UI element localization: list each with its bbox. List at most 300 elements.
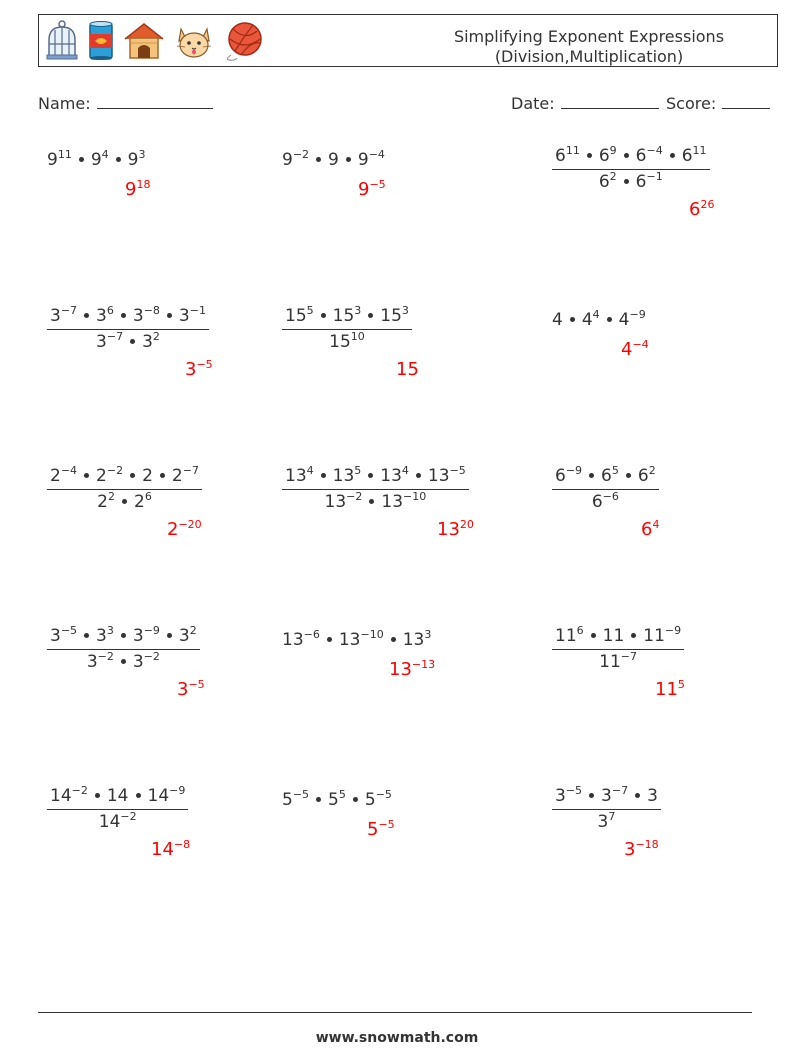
numerator bbox=[552, 466, 659, 490]
base: 2 bbox=[50, 466, 61, 486]
denominator bbox=[592, 490, 619, 512]
multiply-dot bbox=[353, 797, 358, 802]
power-term bbox=[599, 146, 617, 166]
base: 2 bbox=[133, 492, 145, 512]
denominator bbox=[599, 650, 637, 672]
title-line-2: (Division,Multiplication) bbox=[494, 47, 684, 66]
power-term bbox=[151, 839, 190, 860]
base: 6 bbox=[601, 466, 612, 486]
power-term bbox=[358, 179, 386, 200]
answer-14 bbox=[367, 820, 395, 840]
answer-5 bbox=[396, 360, 419, 380]
power-term bbox=[134, 492, 152, 512]
exponent: −5 bbox=[292, 788, 310, 801]
base: 6 bbox=[635, 172, 647, 192]
base: 14 bbox=[106, 786, 129, 806]
numerator bbox=[282, 306, 412, 330]
power-term bbox=[329, 332, 365, 352]
base: 3 bbox=[132, 306, 144, 326]
power-term bbox=[50, 786, 88, 806]
base: 2 bbox=[142, 466, 153, 486]
multiply-dot bbox=[631, 633, 636, 638]
base: 9 bbox=[127, 150, 139, 170]
denominator bbox=[99, 810, 137, 832]
power-term bbox=[179, 626, 197, 646]
exponent: −20 bbox=[178, 518, 202, 531]
power-term bbox=[333, 466, 362, 486]
exponent: −2 bbox=[97, 650, 114, 663]
power-term bbox=[601, 786, 628, 806]
power-term bbox=[358, 150, 385, 170]
base: 3 bbox=[132, 652, 144, 672]
tin-can-icon bbox=[87, 20, 115, 62]
base: 13 bbox=[324, 492, 347, 512]
multiply-dot bbox=[591, 633, 596, 638]
exponent: 11 bbox=[692, 144, 707, 157]
problem-11 bbox=[282, 630, 431, 650]
base: 4 bbox=[581, 310, 593, 330]
answer-1 bbox=[125, 180, 150, 200]
power-term bbox=[599, 172, 617, 192]
power-term bbox=[50, 626, 77, 646]
power-term bbox=[599, 652, 637, 672]
power-term bbox=[50, 466, 77, 486]
base: 3 bbox=[142, 332, 153, 352]
multiply-dot bbox=[624, 153, 629, 158]
multiply-dot bbox=[369, 499, 374, 504]
exponent: −13 bbox=[411, 658, 436, 671]
power-term bbox=[380, 466, 409, 486]
base: 3 bbox=[178, 626, 190, 646]
multiply-dot bbox=[121, 313, 126, 318]
multiply-dot bbox=[95, 793, 100, 798]
numerator bbox=[47, 626, 200, 650]
power-term bbox=[428, 466, 466, 486]
multiply-dot bbox=[130, 339, 135, 344]
score-field[interactable] bbox=[666, 93, 770, 113]
base: 6 bbox=[681, 146, 693, 166]
exponent: 4 bbox=[306, 464, 314, 477]
cat-icon bbox=[173, 21, 215, 61]
exponent: −2 bbox=[120, 810, 137, 823]
power-term bbox=[167, 519, 202, 540]
power-term bbox=[638, 466, 656, 486]
multiply-dot bbox=[368, 473, 373, 478]
power-term bbox=[142, 466, 153, 486]
multiply-dot bbox=[121, 659, 126, 664]
exponent: −5 bbox=[565, 784, 583, 797]
answer-7 bbox=[167, 520, 202, 540]
power-term bbox=[96, 466, 123, 486]
power-term bbox=[179, 306, 206, 326]
answer-9 bbox=[641, 520, 659, 540]
power-term bbox=[50, 306, 77, 326]
exponent: 18 bbox=[136, 178, 151, 191]
exponent: −10 bbox=[403, 490, 427, 503]
exponent: 10 bbox=[350, 330, 365, 343]
power-term bbox=[601, 466, 619, 486]
base: 9 bbox=[358, 179, 370, 200]
numerator bbox=[282, 466, 469, 490]
exponent: 5 bbox=[354, 464, 362, 477]
exponent: −1 bbox=[646, 170, 663, 183]
multiply-dot bbox=[84, 313, 89, 318]
power-term bbox=[365, 790, 392, 810]
multiply-dot bbox=[589, 473, 594, 478]
multiply-dot bbox=[570, 317, 575, 322]
base: 5 bbox=[282, 790, 293, 810]
exponent: −9 bbox=[664, 624, 682, 637]
multiply-dot bbox=[84, 633, 89, 638]
multiply-dot bbox=[316, 797, 321, 802]
exponent: 5 bbox=[611, 464, 619, 477]
multiply-dot bbox=[79, 157, 84, 162]
base: 13 bbox=[427, 466, 450, 486]
power-term bbox=[380, 306, 409, 326]
birdcage-icon bbox=[45, 20, 79, 62]
multiply-dot bbox=[391, 637, 396, 642]
base: 15 bbox=[396, 359, 419, 380]
multiply-dot bbox=[624, 179, 629, 184]
power-term bbox=[133, 652, 160, 672]
exponent: 9 bbox=[609, 144, 617, 157]
base: 9 bbox=[47, 150, 58, 170]
power-term bbox=[641, 519, 659, 540]
base: 2 bbox=[171, 466, 183, 486]
base: 6 bbox=[641, 519, 653, 540]
exponent: −7 bbox=[182, 464, 199, 477]
exponent: 3 bbox=[138, 148, 146, 161]
exponent: −7 bbox=[106, 330, 124, 343]
name-field[interactable] bbox=[38, 93, 213, 113]
score-blank[interactable] bbox=[722, 93, 770, 109]
worksheet-header bbox=[38, 14, 778, 67]
denominator bbox=[598, 810, 616, 832]
base: 3 bbox=[96, 626, 107, 646]
numerator bbox=[47, 306, 209, 330]
problem-1 bbox=[47, 150, 145, 170]
problem-14 bbox=[282, 790, 392, 810]
base: 3 bbox=[132, 626, 144, 646]
power-term bbox=[598, 812, 616, 832]
power-term bbox=[647, 786, 658, 806]
exponent: 6 bbox=[106, 304, 114, 317]
exponent: −7 bbox=[60, 304, 78, 317]
exponent: −6 bbox=[303, 628, 320, 641]
power-term bbox=[285, 466, 314, 486]
base: 6 bbox=[635, 146, 647, 166]
power-term bbox=[282, 790, 309, 810]
base: 3 bbox=[50, 626, 61, 646]
problem-3 bbox=[552, 146, 710, 192]
base: 13 bbox=[380, 466, 402, 486]
exponent: −5 bbox=[375, 788, 392, 801]
base: 13 bbox=[332, 466, 355, 486]
power-term bbox=[282, 630, 320, 650]
base: 4 bbox=[618, 310, 630, 330]
multiply-dot bbox=[635, 793, 640, 798]
exponent: −10 bbox=[360, 628, 384, 641]
exponent: −4 bbox=[368, 148, 385, 161]
base: 14 bbox=[151, 839, 174, 860]
base: 3 bbox=[601, 786, 612, 806]
power-term bbox=[381, 492, 426, 512]
exponent: 3 bbox=[354, 304, 362, 317]
power-term bbox=[128, 150, 146, 170]
base: 6 bbox=[598, 146, 610, 166]
problem-12 bbox=[552, 626, 684, 672]
power-term bbox=[621, 339, 649, 360]
base: 3 bbox=[624, 839, 636, 860]
power-term bbox=[655, 679, 685, 700]
power-term bbox=[396, 359, 419, 380]
power-term bbox=[555, 626, 584, 646]
power-term bbox=[367, 819, 395, 840]
answer-8 bbox=[437, 520, 474, 540]
answer-4 bbox=[185, 360, 213, 380]
exponent: −4 bbox=[646, 144, 663, 157]
exponent: 4 bbox=[652, 518, 660, 531]
power-term bbox=[285, 306, 314, 326]
power-term bbox=[636, 146, 663, 166]
base: 2 bbox=[97, 492, 108, 512]
exponent: −2 bbox=[346, 490, 363, 503]
power-term bbox=[99, 812, 137, 832]
power-term bbox=[142, 332, 160, 352]
power-term bbox=[603, 626, 625, 646]
exponent: −7 bbox=[611, 784, 629, 797]
answer-3 bbox=[689, 200, 714, 220]
exponent: −6 bbox=[602, 490, 619, 503]
power-term bbox=[555, 466, 582, 486]
base: 2 bbox=[96, 466, 107, 486]
problem-2 bbox=[282, 150, 385, 170]
base: 3 bbox=[96, 306, 107, 326]
multiply-dot bbox=[130, 473, 135, 478]
power-term bbox=[333, 306, 362, 326]
base: 13 bbox=[402, 630, 425, 650]
exponent: −2 bbox=[106, 464, 124, 477]
exponent: 7 bbox=[608, 810, 616, 823]
power-term bbox=[125, 179, 150, 200]
base: 13 bbox=[285, 466, 307, 486]
multiply-dot bbox=[167, 633, 172, 638]
base: 3 bbox=[96, 332, 107, 352]
problem-13 bbox=[47, 786, 188, 832]
power-term bbox=[97, 492, 115, 512]
base: 11 bbox=[643, 626, 665, 646]
base: 11 bbox=[599, 652, 621, 672]
date-blank[interactable] bbox=[561, 93, 659, 109]
base: 9 bbox=[125, 179, 137, 200]
base: 3 bbox=[178, 306, 190, 326]
exponent: −1 bbox=[189, 304, 206, 317]
exponent: 20 bbox=[459, 518, 474, 531]
base: 13 bbox=[437, 519, 460, 540]
exponent: 3 bbox=[424, 628, 432, 641]
answer-2 bbox=[358, 180, 386, 200]
numerator bbox=[552, 786, 661, 810]
multiply-dot bbox=[416, 473, 421, 478]
base: 13 bbox=[338, 630, 361, 650]
yarn-ball-icon bbox=[223, 21, 265, 61]
exponent: 5 bbox=[306, 304, 314, 317]
power-term bbox=[328, 790, 346, 810]
power-term bbox=[555, 146, 580, 166]
power-term bbox=[177, 679, 205, 700]
base: 14 bbox=[147, 786, 170, 806]
base: 5 bbox=[364, 790, 376, 810]
answer-11 bbox=[389, 660, 435, 680]
exponent: −2 bbox=[143, 650, 160, 663]
exponent: −5 bbox=[369, 178, 386, 191]
exponent: −4 bbox=[60, 464, 78, 477]
power-term bbox=[185, 359, 213, 380]
multiply-dot bbox=[626, 473, 631, 478]
exponent: 3 bbox=[106, 624, 114, 637]
multiply-dot bbox=[167, 313, 172, 318]
exponent: −4 bbox=[632, 338, 649, 351]
denominator bbox=[97, 490, 152, 512]
exponent: 4 bbox=[592, 308, 600, 321]
exponent: −18 bbox=[635, 838, 659, 851]
base: 6 bbox=[555, 146, 566, 166]
exponent: −9 bbox=[629, 308, 646, 321]
name-label: Name: bbox=[38, 94, 91, 113]
exponent: −5 bbox=[378, 818, 395, 831]
base: 6 bbox=[591, 492, 603, 512]
exponent: 2 bbox=[152, 330, 160, 343]
denominator bbox=[329, 330, 365, 352]
power-term bbox=[172, 466, 199, 486]
base: 6 bbox=[689, 199, 701, 220]
base: 6 bbox=[555, 466, 566, 486]
base: 11 bbox=[602, 626, 625, 646]
multiply-dot bbox=[160, 473, 165, 478]
base: 11 bbox=[555, 626, 577, 646]
exponent: −2 bbox=[71, 784, 88, 797]
problem-10 bbox=[47, 626, 200, 672]
multiply-dot bbox=[346, 157, 351, 162]
power-term bbox=[582, 310, 600, 330]
base: 3 bbox=[50, 306, 61, 326]
problem-8 bbox=[282, 466, 469, 512]
footer-website: www.snowmath.com bbox=[315, 1030, 479, 1046]
denominator bbox=[87, 650, 160, 672]
power-term bbox=[624, 839, 659, 860]
numerator bbox=[47, 786, 188, 810]
date-label: Date: bbox=[511, 94, 555, 113]
exponent: 4 bbox=[401, 464, 409, 477]
score-label: Score: bbox=[666, 94, 717, 113]
problem-4 bbox=[47, 306, 209, 352]
multiply-dot bbox=[116, 157, 121, 162]
base: 3 bbox=[177, 679, 189, 700]
power-term bbox=[682, 146, 707, 166]
multiply-dot bbox=[121, 633, 126, 638]
base: 9 bbox=[90, 150, 102, 170]
numerator bbox=[552, 626, 684, 650]
denominator bbox=[325, 490, 427, 512]
power-term bbox=[148, 786, 186, 806]
power-term bbox=[339, 630, 384, 650]
base: 9 bbox=[282, 150, 293, 170]
exponent: 11 bbox=[565, 144, 580, 157]
exponent: −8 bbox=[173, 838, 191, 851]
exponent: 2 bbox=[609, 170, 617, 183]
exponent: 5 bbox=[677, 678, 685, 691]
base: 3 bbox=[185, 359, 197, 380]
base: 14 bbox=[98, 812, 121, 832]
base: 2 bbox=[167, 519, 179, 540]
problem-9 bbox=[552, 466, 659, 512]
power-term bbox=[636, 172, 663, 192]
base: 3 bbox=[555, 786, 566, 806]
power-term bbox=[87, 652, 114, 672]
exponent: 2 bbox=[189, 624, 197, 637]
power-term bbox=[643, 626, 681, 646]
multiply-dot bbox=[122, 499, 127, 504]
base: 6 bbox=[598, 172, 610, 192]
power-term bbox=[403, 630, 432, 650]
denominator bbox=[599, 170, 663, 192]
problem-5 bbox=[282, 306, 412, 352]
denominator bbox=[96, 330, 160, 352]
exponent: 11 bbox=[57, 148, 72, 161]
exponent: 6 bbox=[576, 624, 584, 637]
base: 13 bbox=[381, 492, 404, 512]
exponent: 5 bbox=[338, 788, 346, 801]
base: 5 bbox=[367, 819, 379, 840]
exponent: −2 bbox=[292, 148, 310, 161]
base: 15 bbox=[329, 332, 351, 352]
exponent: 6 bbox=[144, 490, 152, 503]
base: 15 bbox=[285, 306, 307, 326]
date-field[interactable] bbox=[511, 93, 659, 113]
power-term bbox=[133, 306, 160, 326]
base: 4 bbox=[621, 339, 633, 360]
exponent: −5 bbox=[196, 358, 213, 371]
base: 13 bbox=[389, 659, 412, 680]
name-blank[interactable] bbox=[97, 93, 213, 109]
exponent: −9 bbox=[143, 624, 160, 637]
exponent: −5 bbox=[60, 624, 78, 637]
exponent: −9 bbox=[565, 464, 583, 477]
base: 15 bbox=[332, 306, 355, 326]
multiply-dot bbox=[327, 637, 332, 642]
multiply-dot bbox=[321, 313, 326, 318]
multiply-dot bbox=[589, 793, 594, 798]
multiply-dot bbox=[136, 793, 141, 798]
exponent: 3 bbox=[401, 304, 409, 317]
power-term bbox=[437, 519, 474, 540]
power-term bbox=[592, 492, 619, 512]
answer-12 bbox=[655, 680, 685, 700]
power-term bbox=[96, 626, 114, 646]
exponent: −5 bbox=[188, 678, 205, 691]
multiply-dot bbox=[316, 157, 321, 162]
multiply-dot bbox=[84, 473, 89, 478]
power-term bbox=[555, 786, 582, 806]
answer-6 bbox=[621, 340, 649, 360]
power-term bbox=[689, 199, 714, 220]
power-term bbox=[328, 150, 339, 170]
power-term bbox=[282, 150, 309, 170]
multiply-dot bbox=[368, 313, 373, 318]
multiply-dot bbox=[587, 153, 592, 158]
exponent: 4 bbox=[101, 148, 109, 161]
answer-10 bbox=[177, 680, 205, 700]
